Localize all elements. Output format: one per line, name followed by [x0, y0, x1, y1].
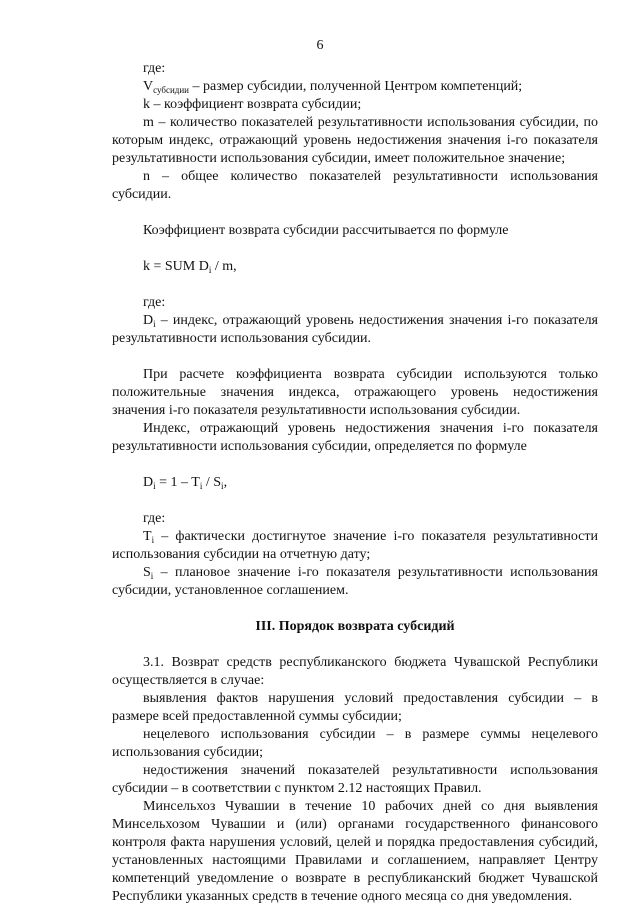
ministry-notice-paragraph: Минсельхоз Чувашии в течение 10 рабочих дней со дня выявления Минсельхозом Чувашии и (или) органами государственного финансового контроля факта нарушения условий, целей и порядка предоставления субсидий, установленных настоящими Правилами и соглашением, направляет Центру компетенций уведомление о возврате в республиканский бюджет Чувашской Республики указанных средств в течение одного месяца со дня уведомления.: [112, 799, 598, 904]
v-definition: [112, 78, 598, 96]
section-heading: III. Порядок возврата субсидий: [255, 619, 455, 634]
document-body: [112, 60, 598, 906]
where-label: где:: [143, 511, 166, 526]
where-label: где:: [143, 61, 166, 76]
s-definition: $S_i$ – плановое значение i-го показателя результативности использования субсидии, установленное соглашением.: [112, 565, 598, 598]
v-symbol: V: [143, 79, 154, 94]
formula-k: k = SUM $D_i$ / m,: [143, 259, 237, 275]
case-misuse-paragraph: нецелевого использования субсидии – в размере суммы нецелевого использования субсидии;: [112, 727, 598, 760]
where-label: где:: [143, 295, 166, 310]
t-definition: $T_i$ – фактически достигнутое значение i-го показателя результативности использования субсидии на отчетную дату;: [112, 529, 598, 562]
v-text: – размер субсидии, полученной Центром компетенций;: [188, 79, 523, 94]
v-subscript: субсидии: [153, 85, 189, 95]
page-number: 6: [316, 38, 324, 53]
k-definition: k – коэффициент возврата субсидии;: [143, 97, 362, 112]
return-clause-paragraph: 3.1. Возврат средств республиканского бюджета Чувашской Республики осуществляется в случае:: [112, 655, 598, 688]
d-definition: $D_i$ – индекс, отражающий уровень недостижения значения i-го показателя результативности использования субсидии.: [112, 313, 598, 346]
n-definition: n – общее количество показателей результативности использования субсидии.: [112, 169, 598, 202]
formula-d: $D_i = 1 - T_i / S_i$,: [143, 475, 228, 491]
positive-values-paragraph: При расчете коэффициента возврата субсидии используются только положительные значения индекса, отражающего уровень недостижения значения i-го показателя результативности использования субсидии.: [112, 367, 598, 418]
m-definition: m – количество показателей результативности использования субсидии, по которым индекс, отражающий уровень недостижения значения i-го показателя результативности использования субсидии, имеет положительное значение;: [112, 115, 598, 166]
formula-intro: Коэффициент возврата субсидии рассчитывается по формуле: [143, 223, 509, 238]
index-paragraph: Индекс, отражающий уровень недостижения значения i-го показателя результативности использования субсидии, определяется по формуле: [112, 421, 598, 454]
case-underachievement-paragraph: недостижения значений показателей результативности использования субсидии – в соответствии с пунктом 2.12 настоящих Правил.: [112, 763, 598, 796]
case-violation-paragraph: выявления фактов нарушения условий предоставления субсидии – в размере всей предоставленной суммы субсидии;: [112, 691, 598, 724]
